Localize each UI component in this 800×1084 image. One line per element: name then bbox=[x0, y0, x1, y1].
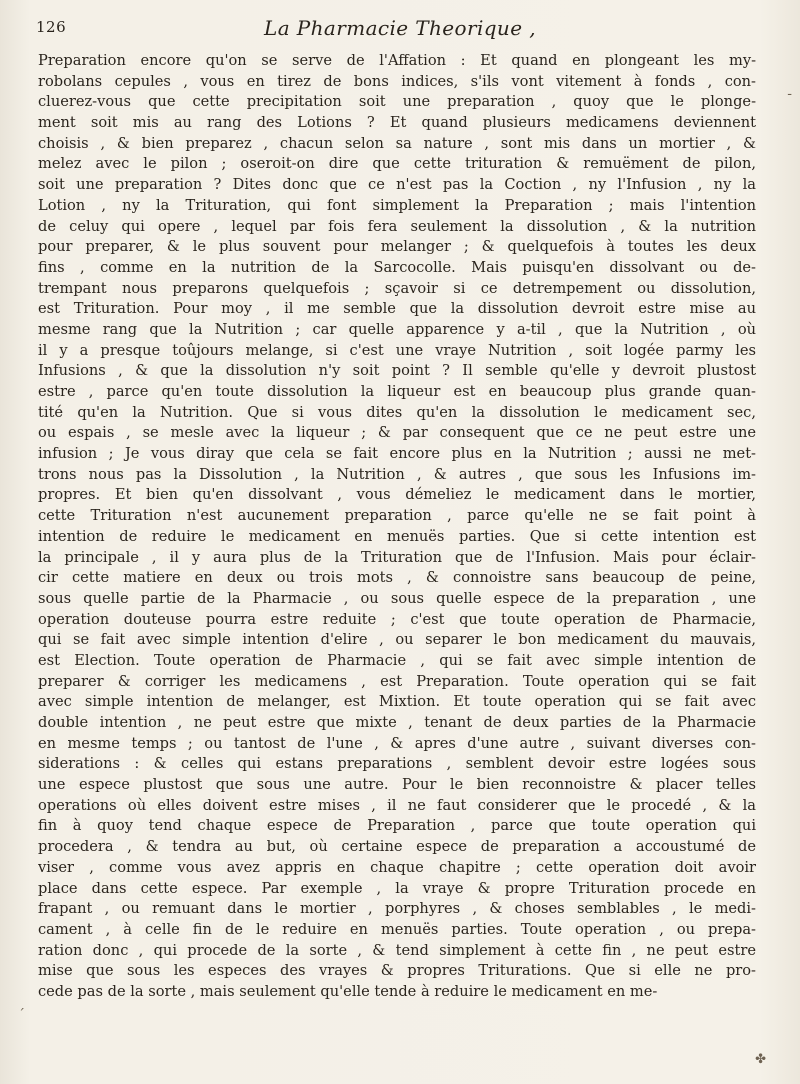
text-line: robolans cepules , vous en tirez de bons indices, s'ils vont vitement à fonds , con- bbox=[38, 72, 756, 90]
text-line: la principale , il y aura plus de la Trituration que de l'Infusion. Mais pour éclair- bbox=[38, 548, 756, 566]
text-line: intention de reduire le medicament en menuës parties. Que si cette intention est bbox=[38, 527, 756, 545]
text-line: fins , comme en la nutrition de la Sarcocolle. Mais puisqu'en dissolvant ou de- bbox=[38, 258, 756, 276]
text-line: propres. Et bien qu'en dissolvant , vous démeliez le medicament dans le mortier, bbox=[38, 486, 756, 504]
text-line: fin à quoy tend chaque espece de Preparation , parce que toute operation qui bbox=[38, 817, 756, 835]
text-line: melez avec le pilon ; oseroit-on dire que cette trituration & remuëment de pilon, bbox=[38, 155, 756, 173]
text-line: soit une preparation ? Dites donc que ce n'est pas la Coction , ny l'Infusion , ny la bbox=[38, 176, 756, 194]
text-line: ration donc , qui procede de la sorte , & tend simplement à cette fin , ne peut estre bbox=[38, 941, 756, 959]
text-line: operation douteuse pourra estre reduite ; c'est que toute operation de Pharmacie, bbox=[38, 610, 756, 628]
text-line: cament , à celle fin de le reduire en menuës parties. Toute operation , ou prepa- bbox=[38, 920, 756, 938]
text-line: frapant , ou remuant dans le mortier , porphyres , & choses semblables , le medi- bbox=[38, 900, 756, 918]
page-number: 126 bbox=[36, 18, 67, 36]
text-line: de celuy qui opere , lequel par fois fera seulement la dissolution , & la nutrition bbox=[38, 217, 756, 235]
running-title: La Pharmacie Theorique , bbox=[264, 16, 536, 40]
text-line: double intention , ne peut estre que mixte , tenant de deux parties de la Pharmacie bbox=[38, 714, 756, 731]
text-line: ment soit mis au rang des Lotions ? Et quand plusieurs medicamens deviennent bbox=[38, 114, 756, 132]
ornament-icon: ✤ bbox=[755, 1052, 766, 1067]
text-line: cette Trituration n'est aucunement preparation , parce qu'elle ne se fait point à bbox=[38, 507, 756, 525]
text-line: trempant nous preparons quelquefois ; sçavoir si ce detrempement ou dissolution, bbox=[38, 279, 756, 297]
page-header bbox=[36, 16, 764, 46]
text-line: avec simple intention de melanger, est Mixtion. Et toute operation qui se fait avec bbox=[38, 693, 756, 711]
text-line: il y a presque toûjours melange, si c'est une vraye Nutrition , soit logée parmy les bbox=[38, 341, 756, 359]
text-line: Infusions , & que la dissolution n'y soit point ? Il semble qu'elle y devroit plustost bbox=[38, 362, 756, 380]
text-line: tité qu'en la Nutrition. Que si vous dites qu'en la dissolution le medicament sec, bbox=[38, 403, 756, 421]
body-text bbox=[38, 51, 756, 1003]
text-line: est Election. Toute operation de Pharmacie , qui se fait avec simple intention de bbox=[38, 651, 756, 669]
margin-mark: ´ bbox=[18, 1007, 25, 1023]
text-line: mise que sous les especes des vrayes & propres Triturations. Que si elle ne pro- bbox=[38, 962, 756, 980]
text-line: operations où elles doivent estre mises , il ne faut considerer que le procedé , & la bbox=[38, 796, 756, 814]
text-line: qui se fait avec simple intention d'elire , ou separer le bon medicament du mauvais, bbox=[38, 631, 756, 649]
text-line: Preparation encore qu'on se serve de l'Affation : Et quand en plongeant les my- bbox=[38, 52, 756, 69]
text-line: procedera , & tendra au but, où certaine espece de preparation a accoustumé de bbox=[38, 838, 756, 856]
text-line: sous quelle partie de la Pharmacie , ou sous quelle espece de la preparation , une bbox=[38, 589, 756, 607]
margin-mark: - bbox=[787, 86, 792, 102]
text-line: en mesme temps ; ou tantost de l'une , & apres d'une autre , suivant diverses con- bbox=[38, 734, 756, 752]
text-line: Lotion , ny la Trituration, qui font simplement la Preparation ; mais l'intention bbox=[38, 196, 756, 214]
text-line: une espece plustost que sous une autre. Pour le bien reconnoistre & placer telles bbox=[38, 776, 756, 794]
text-line: ou espais , se mesle avec la liqueur ; & par consequent que ce ne peut estre une bbox=[38, 424, 756, 442]
text-line: siderations : & celles qui estans preparations , semblent devoir estre logées sous bbox=[38, 755, 756, 773]
text-line: preparer & corriger les medicamens , est Preparation. Toute operation qui se fait bbox=[38, 672, 756, 690]
text-line: cede pas de la sorte , mais seulement qu'elle tende à reduire le medicament en me- bbox=[38, 982, 658, 1000]
text-line: cir cette matiere en deux ou trois mots , & connoistre sans beaucoup de peine, bbox=[38, 569, 756, 587]
text-line: choisis , & bien preparez , chacun selon sa nature , sont mis dans un mortier , & bbox=[38, 134, 756, 152]
text-line: cluerez-vous que cette precipitation soit une preparation , quoy que le plonge- bbox=[38, 93, 756, 111]
text-line: place dans cette espece. Par exemple , la vraye & propre Trituration procede en bbox=[38, 879, 756, 897]
text-line: trons nous pas la Dissolution , la Nutrition , & autres , que sous les Infusions im- bbox=[38, 465, 756, 483]
text-line: viser , comme vous avez appris en chaque chapitre ; cette operation doit avoir bbox=[38, 858, 756, 876]
text-line: infusion ; Je vous diray que cela se fait encore plus en la Nutrition ; aussi ne met- bbox=[38, 445, 756, 463]
text-line: mesme rang que la Nutrition ; car quelle apparence y a-til , que la Nutrition , où bbox=[38, 320, 756, 338]
text-line: pour preparer, & le plus souvent pour melanger ; & quelquefois à toutes les deux bbox=[38, 238, 756, 256]
text-line: est Trituration. Pour moy , il me semble que la dissolution devroit estre mise au bbox=[38, 300, 756, 318]
text-line: estre , parce qu'en toute dissolution la liqueur est en beaucoup plus grande quan- bbox=[38, 383, 756, 400]
